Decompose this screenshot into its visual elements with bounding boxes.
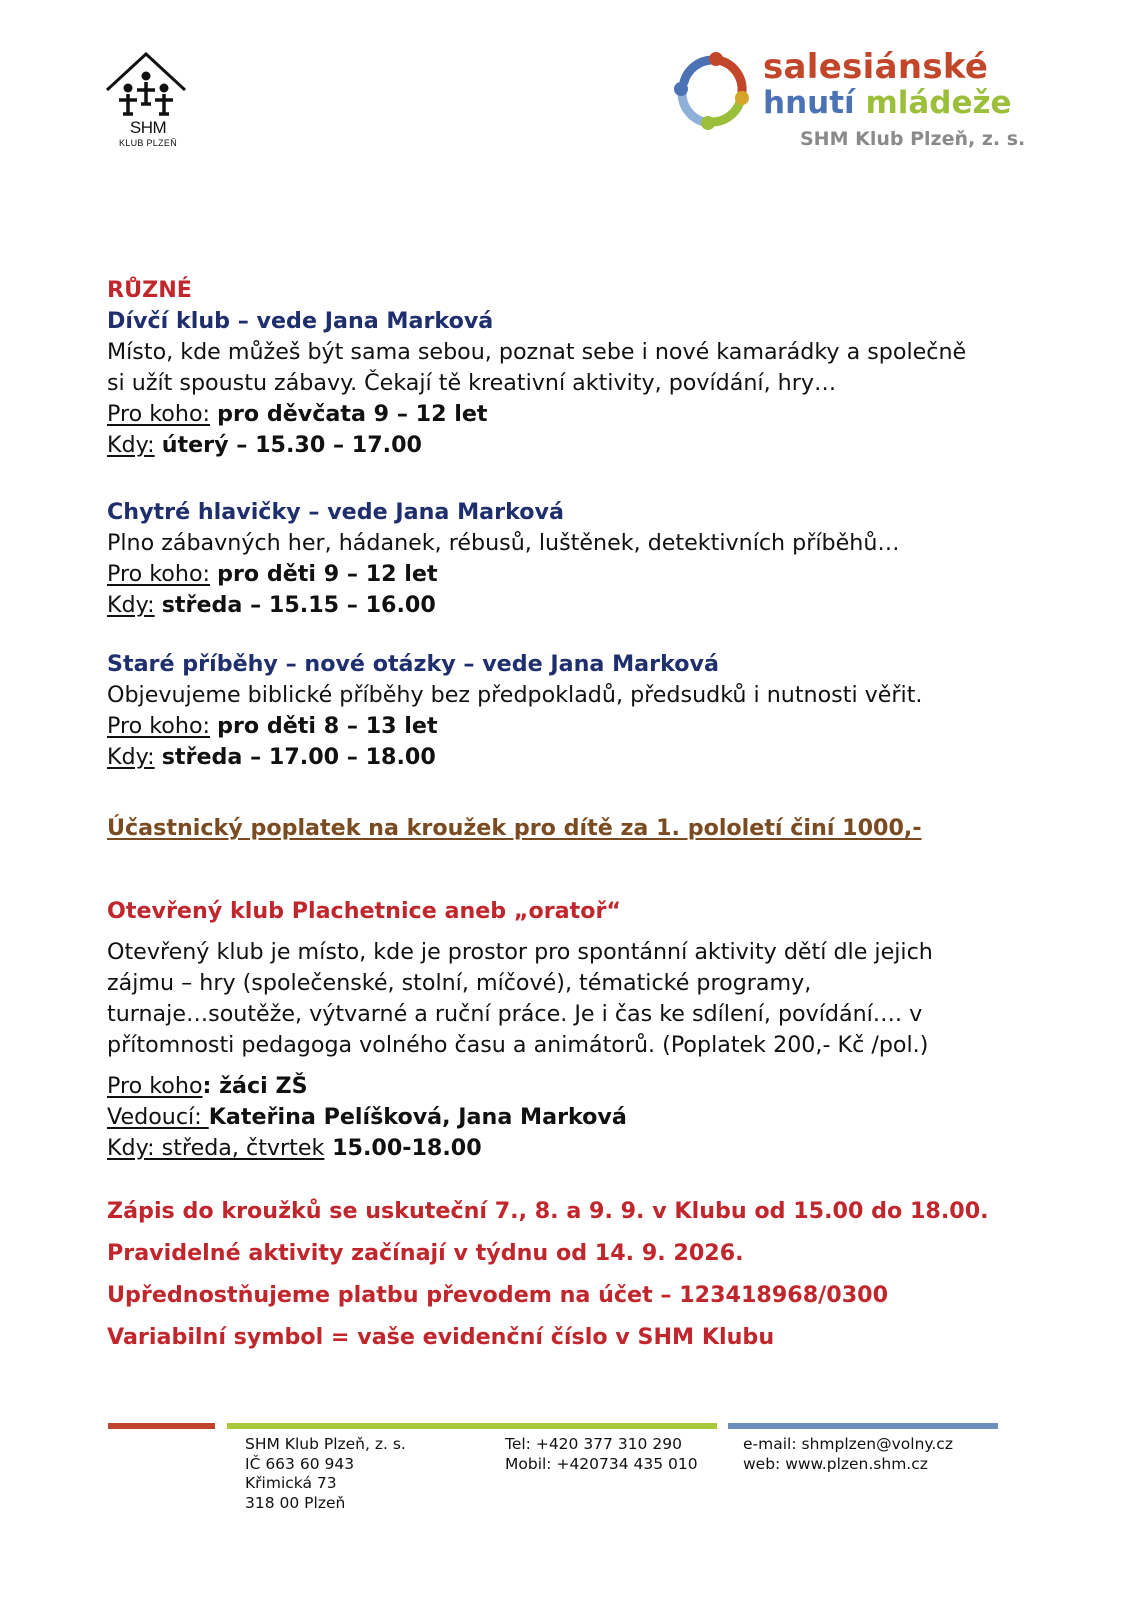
schedule-value: středa – 15.15 – 16.00 — [161, 592, 436, 618]
registration-line: Upřednostňujeme platbu převodem na účet – 123418968/0300 — [107, 1282, 889, 1308]
club-title: Dívčí klub – vede Jana Marková — [107, 308, 494, 334]
club-description: Objevujeme biblické příběhy bez předpokladů, předsudků i nutnosti věřit. — [107, 682, 923, 708]
flyer-content — [107, 275, 1047, 1358]
audience-value: pro děti 9 – 12 let — [217, 561, 438, 587]
open-club-description: přítomnosti pedagoga volného času a animátorů. (Poplatek 200,- Kč /pol.) — [107, 1032, 929, 1058]
registration-line: Variabilní symbol = vaše evidenční číslo v SHM Klubu — [107, 1324, 775, 1350]
footer-web: web: www.plzen.shm.cz — [743, 1454, 928, 1473]
club-description: Plno zábavných her, hádanek, rébusů, luštěnek, detektivních příběhů… — [107, 530, 900, 556]
brand-organization: SHM Klub Plzeň, z. s. — [800, 128, 1026, 150]
schedule-label: Kdy: středa, čtvrtek — [107, 1135, 325, 1161]
footer-bar-blue — [728, 1423, 998, 1429]
schedule-label: Kdy: — [107, 592, 155, 618]
audience-label: Pro koho — [107, 1073, 203, 1099]
footer-phones — [505, 1435, 698, 1474]
open-club-title: Otevřený klub Plachetnice aneb „oratoř“ — [107, 898, 622, 924]
schedule-value: středa – 17.00 – 18.00 — [161, 744, 436, 770]
club-schedule — [107, 742, 1047, 773]
brand-name-line2 — [763, 85, 1012, 121]
open-club-description: Otevřený klub je místo, kde je prostor pro spontánní aktivity dětí dle jejich — [107, 939, 933, 965]
shm-logo-subtitle: KLUB PLZEŇ — [118, 138, 178, 148]
footer-mobile: Mobil: +420734 435 010 — [505, 1454, 698, 1473]
open-club-leaders — [107, 1102, 1047, 1133]
brand-word-mladeze: mládeže — [865, 85, 1012, 121]
club-chytre-hlavicky — [107, 497, 1047, 621]
footer-bar-red — [108, 1423, 215, 1429]
shm-logo-text: SHM — [129, 118, 167, 137]
footer-bar-green — [227, 1423, 717, 1429]
club-description: Místo, kde můžeš být sama sebou, poznat sebe i nové kamarádky a společně — [107, 339, 967, 365]
open-club-schedule — [107, 1133, 1047, 1164]
club-title: Chytré hlavičky – vede Jana Marková — [107, 499, 564, 525]
open-club-audience — [107, 1071, 1047, 1102]
registration-info — [107, 1190, 1047, 1358]
footer-contacts — [743, 1435, 953, 1474]
club-schedule — [107, 430, 1047, 461]
footer-ico: IČ 663 60 943 — [245, 1454, 355, 1473]
brand-name-line1: salesiánské — [763, 47, 989, 87]
footer-org-name: SHM Klub Plzeň, z. s. — [245, 1435, 406, 1453]
club-stare-pribehy — [107, 649, 1047, 773]
registration-line: Zápis do kroužků se uskuteční 7., 8. a 9. 9. v Klubu od 15.00 do 18.00. — [107, 1198, 989, 1224]
brand-word-hnuti: hnutí — [763, 85, 855, 121]
section-title: RŮZNÉ — [107, 277, 192, 303]
footer-street: Křimická 73 — [245, 1474, 337, 1492]
footer-email: e-mail: shmplzen@volny.cz — [743, 1435, 953, 1453]
schedule-label: Kdy: — [107, 432, 155, 458]
audience-label: Pro koho: — [107, 401, 210, 427]
audience-label: Pro koho: — [107, 713, 210, 739]
registration-line: Pravidelné aktivity začínají v týdnu od 14. 9. 2026. — [107, 1240, 744, 1266]
fee-notice: Účastnický poplatek na kroužek pro dítě za 1. pololetí činí 1000,- — [107, 815, 922, 841]
open-club-description: zájmu – hry (společenské, stolní, míčové), tématické programy, — [107, 970, 812, 996]
club-schedule — [107, 590, 1047, 621]
audience-value: pro děti 8 – 13 let — [217, 713, 438, 739]
footer-tel: Tel: +420 377 310 290 — [505, 1435, 682, 1453]
audience-value: : žáci ZŠ — [202, 1073, 308, 1099]
schedule-value: 15.00-18.00 — [324, 1135, 482, 1161]
audience-value: pro děvčata 9 – 12 let — [217, 401, 488, 427]
footer-city: 318 00 Plzeň — [245, 1493, 346, 1512]
club-audience — [107, 559, 1047, 590]
club-audience — [107, 399, 1047, 430]
open-club-description: turnaje…soutěže, výtvarné a ruční práce. Je i čas ke sdílení, povídání…. v — [107, 1001, 923, 1027]
leaders-value: Kateřina Pelíšková, Jana Marková — [208, 1104, 627, 1130]
salesian-ring-logo — [672, 52, 752, 132]
club-title: Staré příběhy – nové otázky – vede Jana Marková — [107, 651, 719, 677]
club-divci-klub — [107, 306, 1047, 461]
schedule-label: Kdy: — [107, 744, 155, 770]
leaders-label: Vedoucí: — [107, 1104, 209, 1130]
schedule-value: úterý – 15.30 – 17.00 — [161, 432, 422, 458]
club-description: si užít spoustu zábavy. Čekají tě kreativní aktivity, povídání, hry… — [107, 370, 837, 396]
club-audience — [107, 711, 1047, 742]
audience-label: Pro koho: — [107, 561, 210, 587]
open-club-plachetnice — [107, 896, 1047, 1164]
footer-address — [245, 1435, 406, 1513]
